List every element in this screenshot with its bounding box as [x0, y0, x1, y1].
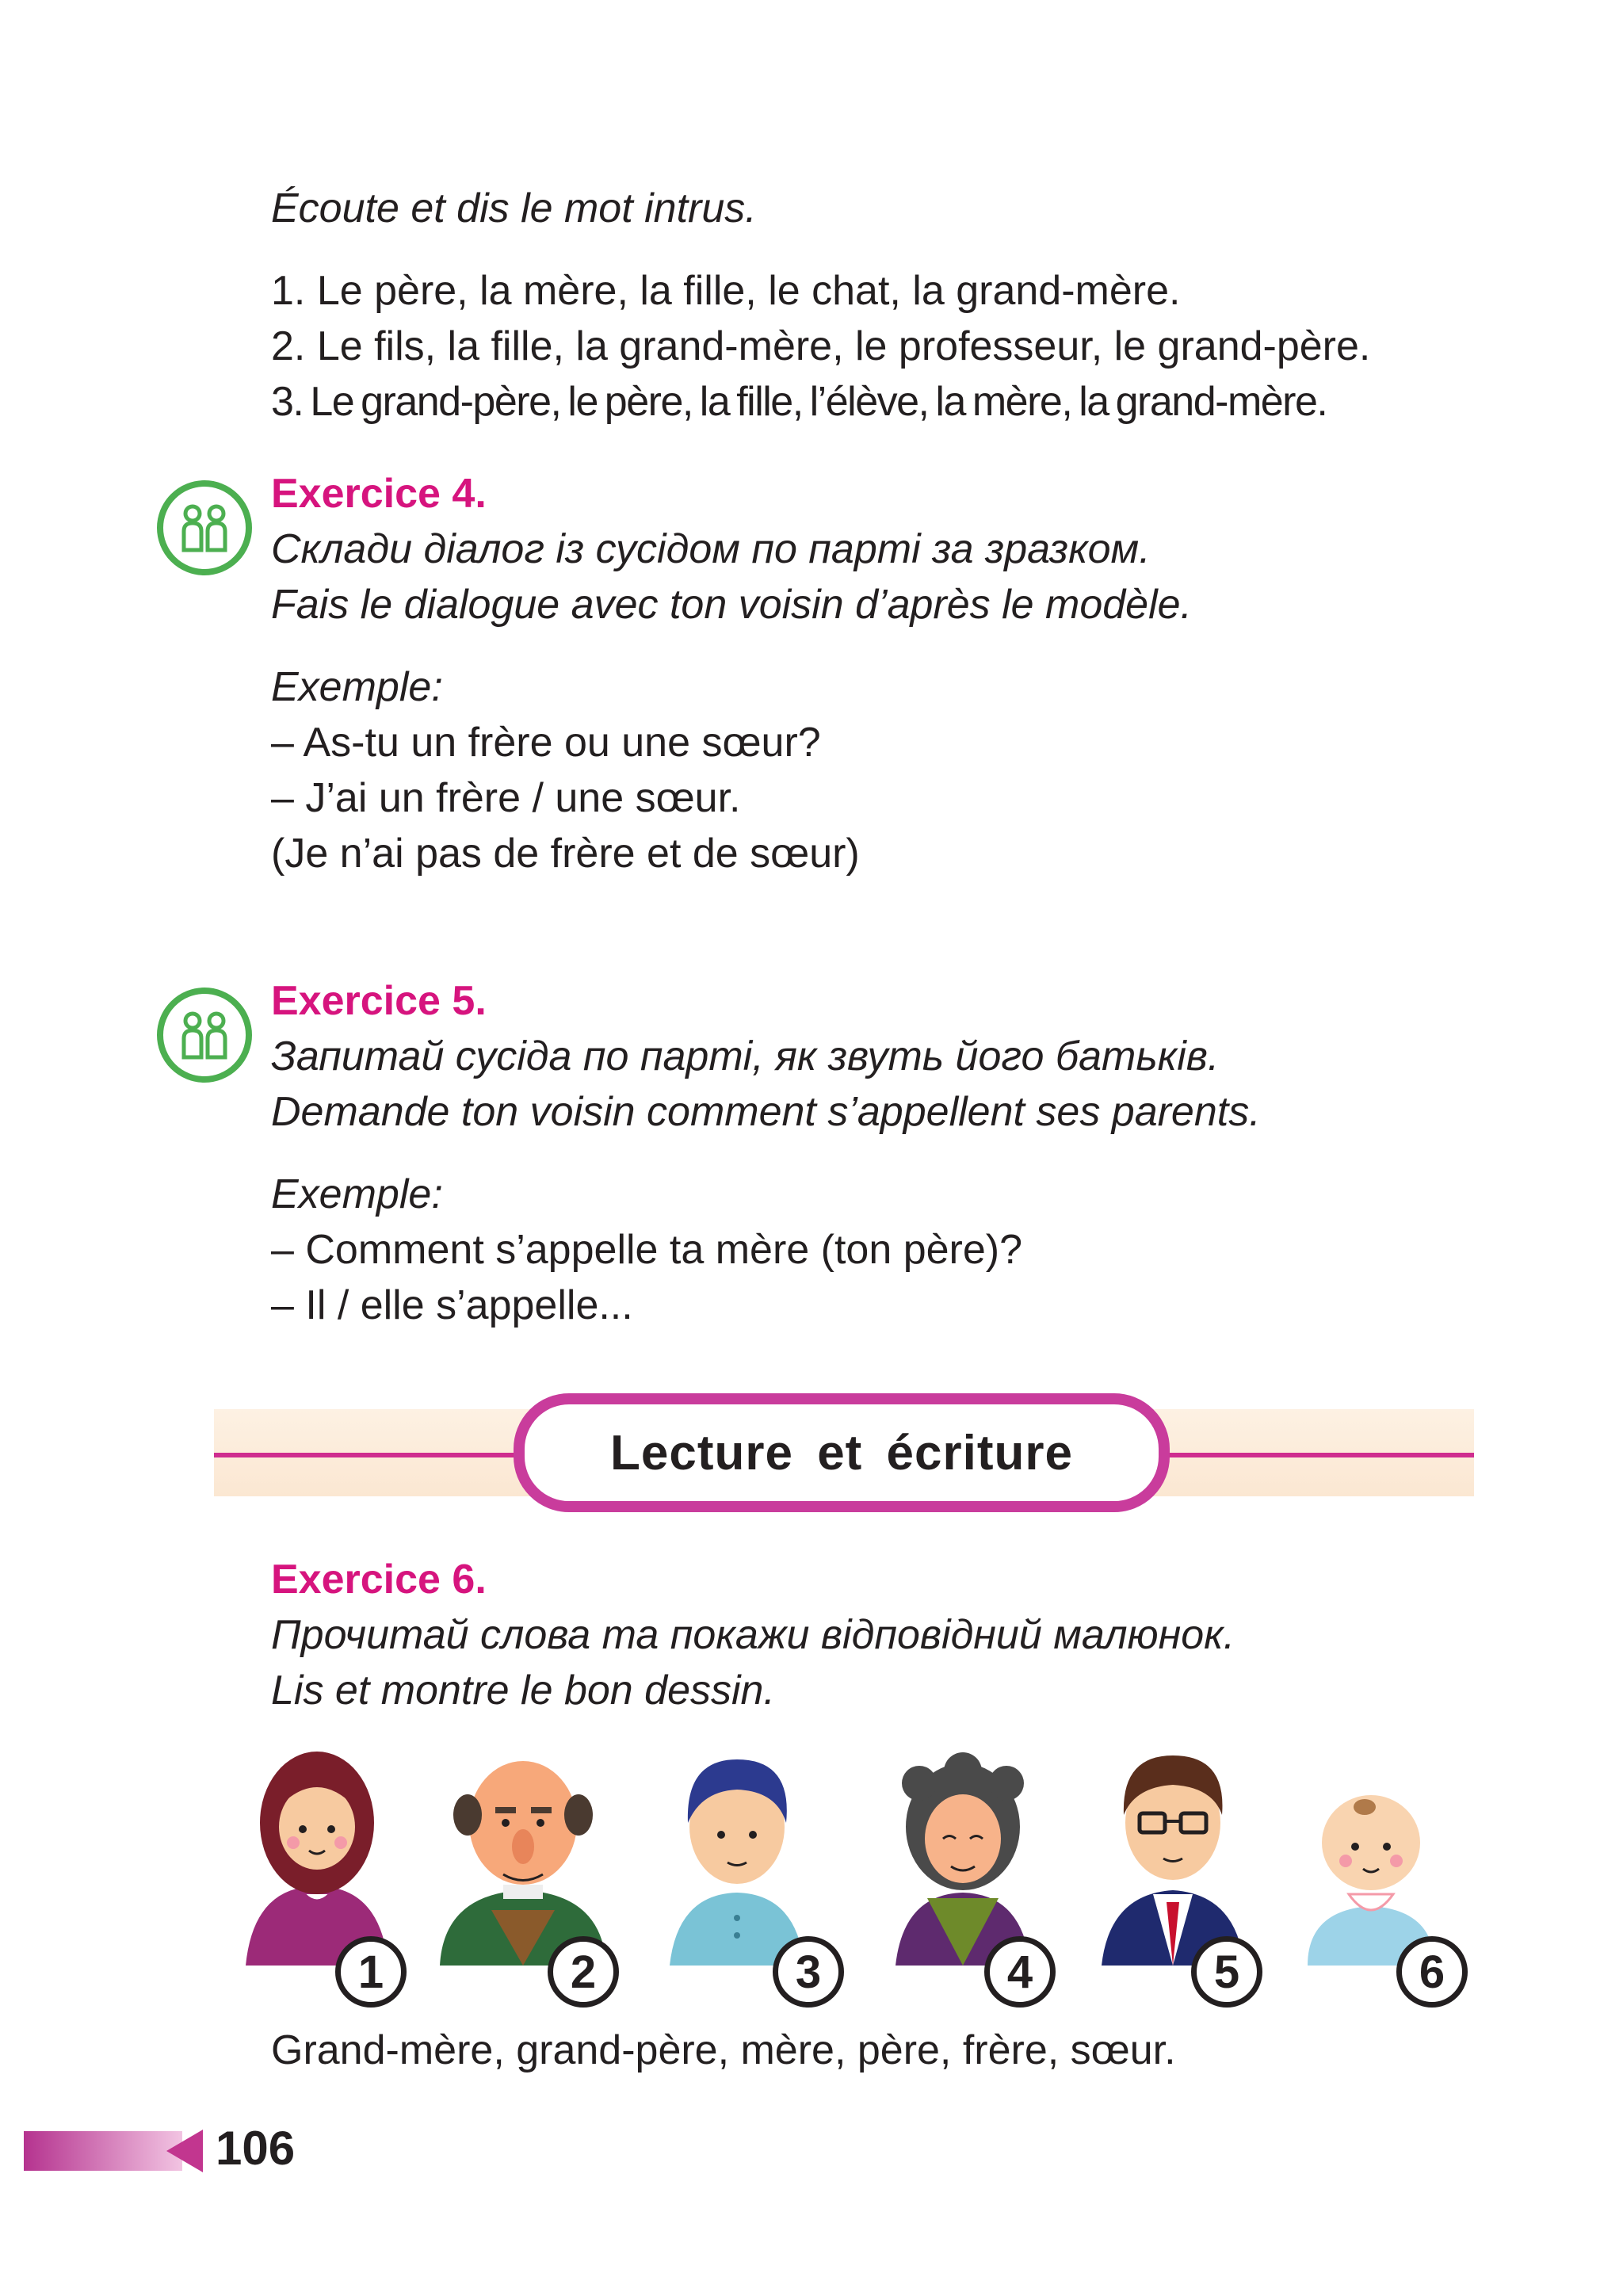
figure-number-2: 2 [548, 1936, 619, 2008]
exercise-4-line-1: – As-tu un frère ou une sœur? [271, 720, 821, 766]
exercise-4-example-label: Exemple: [271, 664, 443, 710]
section-line-left [214, 1453, 523, 1457]
listen-instruction: Écoute et dis le mot intrus. [271, 185, 757, 231]
exercise-5-instruction-fr: Demande ton voisin comment s’appellent ses parents. [271, 1089, 1261, 1135]
exercise-6-instruction-fr: Lis et montre le bon dessin. [271, 1668, 775, 1713]
figure-number-5: 5 [1191, 1936, 1262, 2008]
page-number-bar [24, 2131, 182, 2171]
family-illustrations [230, 1728, 1498, 1989]
pair-work-icon [155, 986, 254, 1084]
boy-figure [670, 1759, 804, 1966]
exercise-4-instruction-fr: Fais le dialogue avec ton voisin d’après le modèle. [271, 582, 1193, 628]
exercise-4-instruction-uk: Склади діалог із сусідом по парті за зразком. [271, 526, 1151, 572]
girl-figure [246, 1752, 388, 1966]
arrow-left-icon [166, 2130, 203, 2172]
exercise-4-title: Exercice 4. [271, 471, 487, 517]
exercise-4-line-2: – J’ai un frère / une sœur. [271, 775, 741, 821]
figure-number-3: 3 [773, 1936, 844, 2008]
exercise-5-example-label: Exemple: [271, 1171, 443, 1217]
exercise-6-instruction-uk: Прочитай слова та покажи відповідний малюнок. [271, 1612, 1235, 1658]
page-number: 106 [216, 2122, 296, 2175]
intrus-item-3: 3. Le grand-père, le père, la fille, l’élève, la mère, la grand-mère. [271, 379, 1327, 425]
exercise-5-instruction-uk: Запитай сусіда по парті, як звуть його батьків. [271, 1033, 1220, 1079]
grandmother-figure [896, 1752, 1030, 1966]
intrus-item-2: 2. Le fils, la fille, la grand-mère, le professeur, le grand-père. [271, 323, 1371, 369]
exercise-5-title: Exercice 5. [271, 978, 487, 1024]
pair-work-icon [155, 479, 254, 577]
grandfather-figure [440, 1761, 606, 1966]
section-line-right [1160, 1453, 1474, 1457]
exercise-5-line-2: – Il / elle s’appelle... [271, 1282, 633, 1328]
section-title-text: Lecture et écriture [610, 1425, 1073, 1480]
exercise-4-line-3: (Je n’ai pas de frère et de sœur) [271, 831, 860, 877]
figure-number-4: 4 [984, 1936, 1056, 2008]
father-figure [1102, 1755, 1244, 1966]
exercise-6-words: Grand-mère, grand-père, mère, père, frère, sœur. [271, 2027, 1176, 2073]
figure-number-1: 1 [335, 1936, 407, 2008]
intrus-item-1: 1. Le père, la mère, la fille, le chat, la grand-mère. [271, 268, 1181, 314]
section-title [514, 1393, 1170, 1512]
exercise-6-title: Exercice 6. [271, 1557, 487, 1603]
exercise-5-line-1: – Comment s’appelle ta mère (ton père)? [271, 1227, 1023, 1273]
figure-number-6: 6 [1396, 1936, 1468, 2008]
